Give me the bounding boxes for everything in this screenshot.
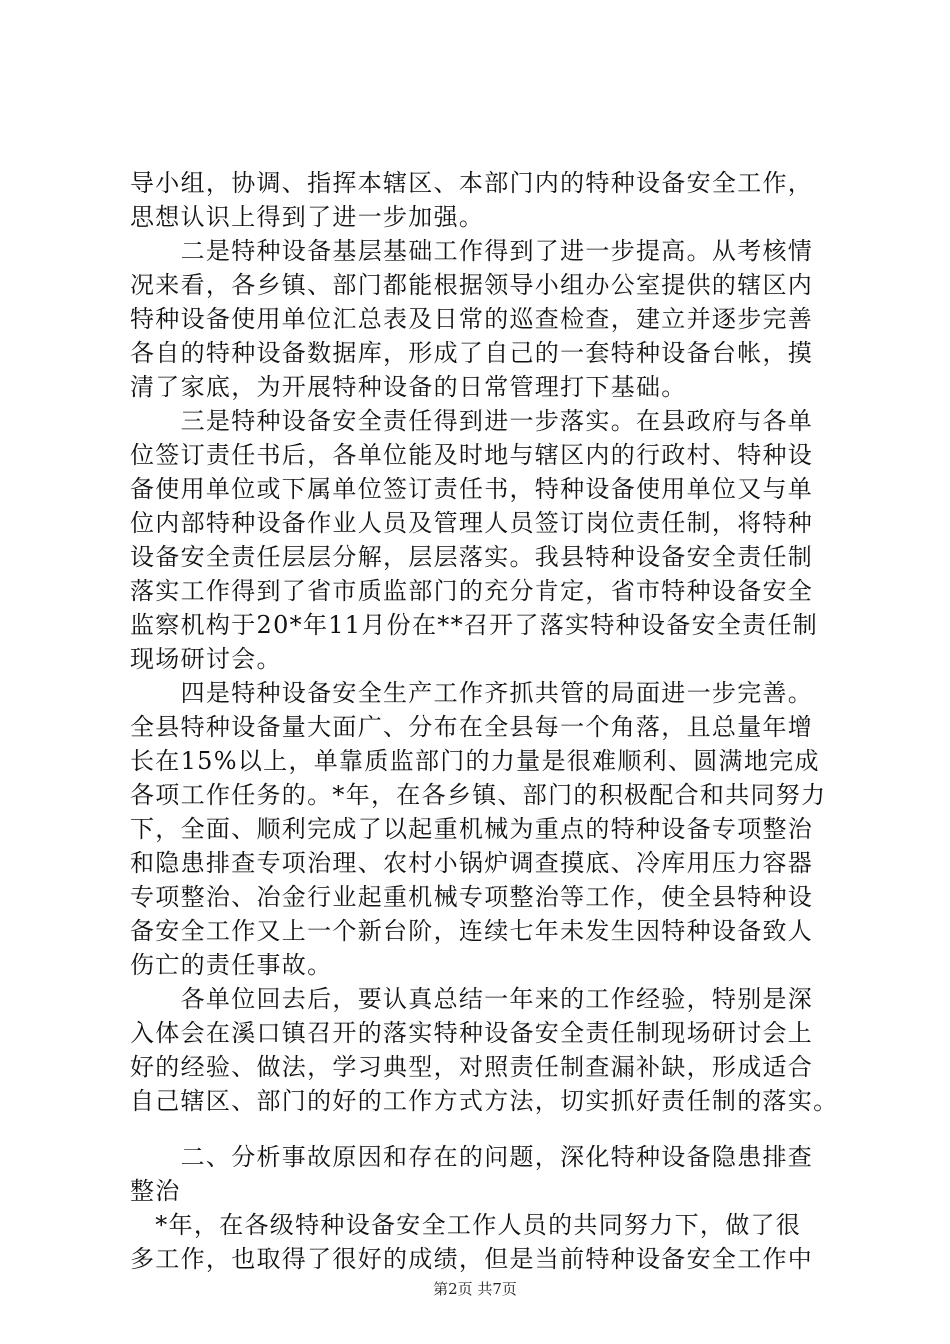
paragraph-continuation: [130, 166, 830, 234]
text-line: 清了家底，为开展特种设备的日常管理打下基础。: [130, 373, 687, 401]
heading-line: 整治: [130, 1177, 181, 1205]
text-line: 二是特种设备基层基础工作得到了进一步提高。从考核情: [130, 237, 814, 265]
document-body: [130, 166, 839, 1276]
text-line: 下，全面、顺利完成了以起重机械为重点的特种设备专项整治: [130, 815, 814, 843]
text-line: 特种设备使用单位汇总表及日常的巡查检查，建立并逐步完善: [130, 305, 814, 333]
text-line: 落实工作得到了省市质监部门的充分肯定，省市特种设备安全: [130, 577, 814, 605]
text-line: 好的经验、做法，学习典型，对照责任制查漏补缺，形成适合: [130, 1053, 814, 1081]
text-line: 备使用单位或下属单位签订责任书，特种设备使用单位又与单: [130, 475, 814, 503]
page-number: 第2页 共7页: [433, 1280, 517, 1298]
section-heading: [130, 1140, 830, 1208]
text-line: *年，在各级特种设备安全工作人员的共同努力下，做了很: [130, 1211, 802, 1239]
text-line: 各单位回去后，要认真总结一年来的工作经验，特别是深: [130, 985, 814, 1013]
paragraph-problems: [130, 1208, 830, 1276]
text-line: 入体会在溪口镇召开的落实特种设备安全责任制现场研讨会上: [130, 1019, 814, 1047]
text-line: 导小组，协调、指挥本辖区、本部门内的特种设备安全工作，: [130, 169, 814, 197]
text-line: 备安全工作又上一个新台阶，连续七年未发生因特种设备致人: [130, 917, 814, 945]
text-line: 长在15%以上，单靠质监部门的力量是很难顺利、圆满地完成: [130, 747, 820, 775]
text-line: 现场研讨会。: [130, 645, 282, 673]
text-line: 伤亡的责任事故。: [130, 951, 333, 979]
text-line: 全县特种设备量大面广、分布在全县每一个角落，且总量年增: [130, 713, 814, 741]
text-line: 各项工作任务的。*年，在各乡镇、部门的积极配合和共同努力: [130, 781, 827, 809]
text-line: 位签订责任书后，各单位能及时地与辖区内的行政村、特种设: [130, 441, 814, 469]
paragraph-basic-work: [130, 234, 830, 404]
paragraph-joint-management: [130, 676, 830, 982]
text-line: 专项整治、冶金行业起重机械专项整治等工作，使全县特种设: [130, 883, 814, 911]
text-line: 各自的特种设备数据库，形成了自己的一套特种设备台帐，摸: [130, 339, 814, 367]
heading-line: 二、分析事故原因和存在的问题，深化特种设备隐患排查: [130, 1143, 814, 1171]
text-line: 况来看，各乡镇、部门都能根据领导小组办公室提供的辖区内: [130, 271, 814, 299]
text-line: 监察机构于20*年11月份在**召开了落实特种设备安全责任制: [130, 611, 819, 639]
text-line: 三是特种设备安全责任得到进一步落实。在县政府与各单: [130, 407, 814, 435]
text-line: 位内部特种设备作业人员及管理人员签订岗位责任制，将特种: [130, 509, 814, 537]
paragraph-responsibility: [130, 404, 830, 676]
text-line: 思想认识上得到了进一步加强。: [130, 203, 485, 231]
text-line: 四是特种设备安全生产工作齐抓共管的局面进一步完善。: [130, 679, 814, 707]
text-line: 设备安全责任层层分解，层层落实。我县特种设备安全责任制: [130, 543, 814, 571]
text-line: 和隐患排查专项治理、农村小锅炉调查摸底、冷库用压力容器: [130, 849, 814, 877]
text-line: 多工作，也取得了很好的成绩，但是当前特种设备安全工作中: [130, 1245, 814, 1273]
paragraph-summary: [130, 982, 839, 1118]
paragraph-gap: [130, 1118, 830, 1140]
text-line: 自己辖区、部门的好的工作方式方法，切实抓好责任制的落实。: [130, 1087, 839, 1115]
